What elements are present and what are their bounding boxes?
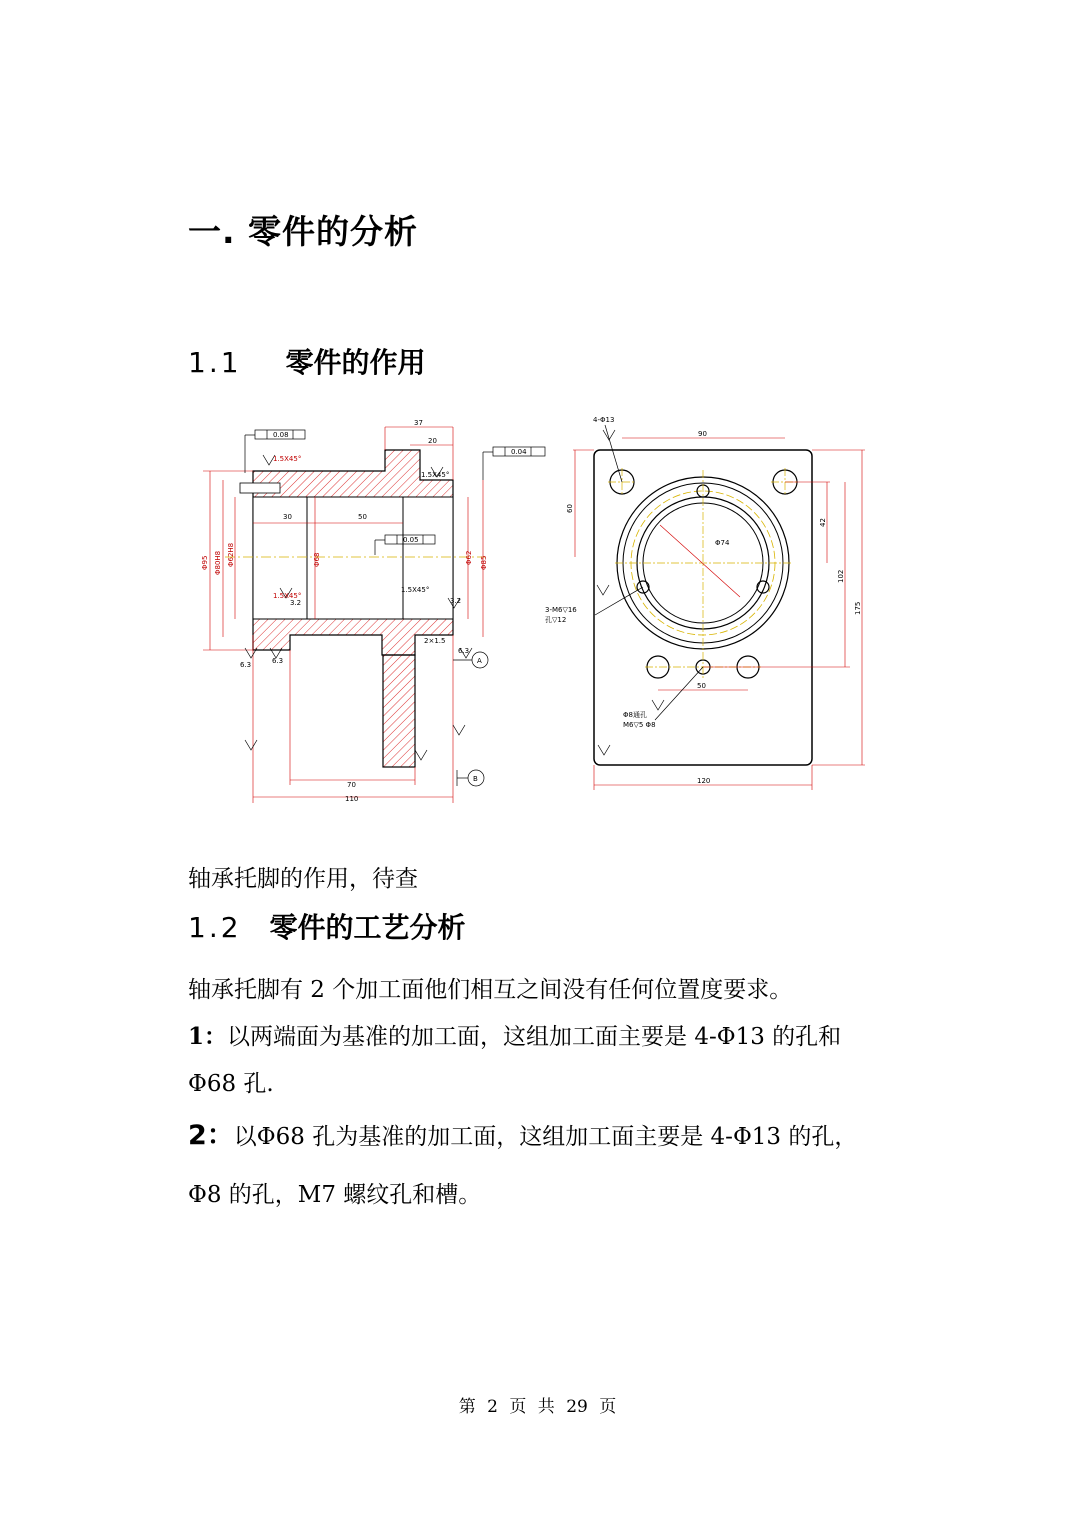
- dim-d95: Φ95: [201, 555, 209, 570]
- holes-label: 4-Φ13: [593, 416, 615, 424]
- dim-90: 90: [698, 430, 707, 438]
- caption-paragraph: 轴承托脚的作用，待查: [188, 866, 418, 892]
- roughness-1: 6.3: [240, 661, 252, 669]
- chapter-heading: 一. 零件的分析: [188, 212, 419, 251]
- dim-d68: Φ68: [313, 552, 321, 567]
- dim-42: 42: [819, 518, 827, 527]
- hole8-label: Φ8通孔: [623, 711, 647, 719]
- item-number-1: 1：: [188, 1023, 228, 1050]
- thread-label: 3-M6▽16: [545, 606, 577, 614]
- hole-note-label: M6▽5 Φ8: [623, 721, 656, 729]
- dim-d62r: Φ62: [465, 550, 473, 565]
- dim-d80: Φ80H8: [214, 550, 222, 575]
- section-title: 零件的作用: [285, 346, 426, 379]
- section-view: [201, 419, 545, 803]
- item-number-2: 2：: [188, 1120, 234, 1151]
- dim-50b: 50: [697, 682, 706, 690]
- datum-a-label: A: [477, 657, 482, 665]
- paragraph-3-line-2: Φ8 的孔，M7 螺纹孔和槽。: [188, 1182, 482, 1208]
- dim-37: 37: [414, 419, 423, 427]
- dim-50: 50: [358, 513, 367, 521]
- chamfer-label-1: 1.5X45°: [273, 455, 302, 463]
- tol-value-1: 0.08: [273, 431, 289, 439]
- section-title: 零件的工艺分析: [269, 911, 466, 944]
- dim-d74: Φ74: [715, 539, 730, 547]
- section-1-2-heading: [188, 906, 466, 946]
- inner-bore: [307, 497, 403, 619]
- dim-102: 102: [837, 569, 845, 583]
- section-1-1-heading: [188, 341, 426, 381]
- section-number: 1.2: [188, 911, 242, 944]
- roughness-3: 6.3: [458, 647, 470, 655]
- roughness-2: 6.3: [272, 657, 284, 665]
- paragraph-1: 轴承托脚有 2 个加工面他们相互之间没有任何位置度要求。: [188, 977, 793, 1003]
- dim-120: 120: [697, 777, 711, 785]
- roughness-4: 3.2: [450, 597, 462, 605]
- paragraph-2-line-1: [188, 1018, 841, 1051]
- item-text: 以两端面为基准的加工面，这组加工面主要是 4-Φ13 的孔和: [227, 1024, 842, 1050]
- item-text: 以Φ68 孔为基准的加工面，这组加工面主要是 4-Φ13 的孔，: [233, 1124, 858, 1150]
- tol-value-3: 0.05: [403, 536, 419, 544]
- thread-depth-label: 孔▽12: [545, 616, 567, 624]
- paragraph-3-line-1: [188, 1113, 857, 1152]
- part-drawing: [185, 405, 885, 825]
- datum-b-label: B: [473, 775, 478, 783]
- roughness-5: 3.2: [290, 599, 302, 607]
- dim-175: 175: [854, 601, 862, 615]
- dim-60: 60: [566, 504, 574, 513]
- dim-70: 70: [347, 781, 356, 789]
- chamfer-label-2: 1.5X45°: [421, 471, 450, 479]
- foot: [383, 655, 415, 767]
- thread-hole: [240, 483, 280, 493]
- tol-value-2: 0.04: [511, 448, 527, 456]
- dim-d85: Φ85: [480, 555, 488, 570]
- chamfer-label-3: 1.5X45°: [401, 586, 430, 594]
- section-number: 1.1: [188, 346, 242, 379]
- dim-d62: Φ62H8: [227, 542, 235, 567]
- dim-30: 30: [283, 513, 292, 521]
- page-footer: 第 2 页 共 29 页: [458, 1397, 617, 1417]
- dim-110: 110: [345, 795, 359, 803]
- paragraph-2-line-2: Φ68 孔.: [188, 1071, 274, 1097]
- side-view: [545, 416, 865, 790]
- dim-20: 20: [428, 437, 437, 445]
- dim-gap: 2×1.5: [424, 637, 446, 645]
- chamfer-label-4: 1.5X45°: [273, 592, 302, 600]
